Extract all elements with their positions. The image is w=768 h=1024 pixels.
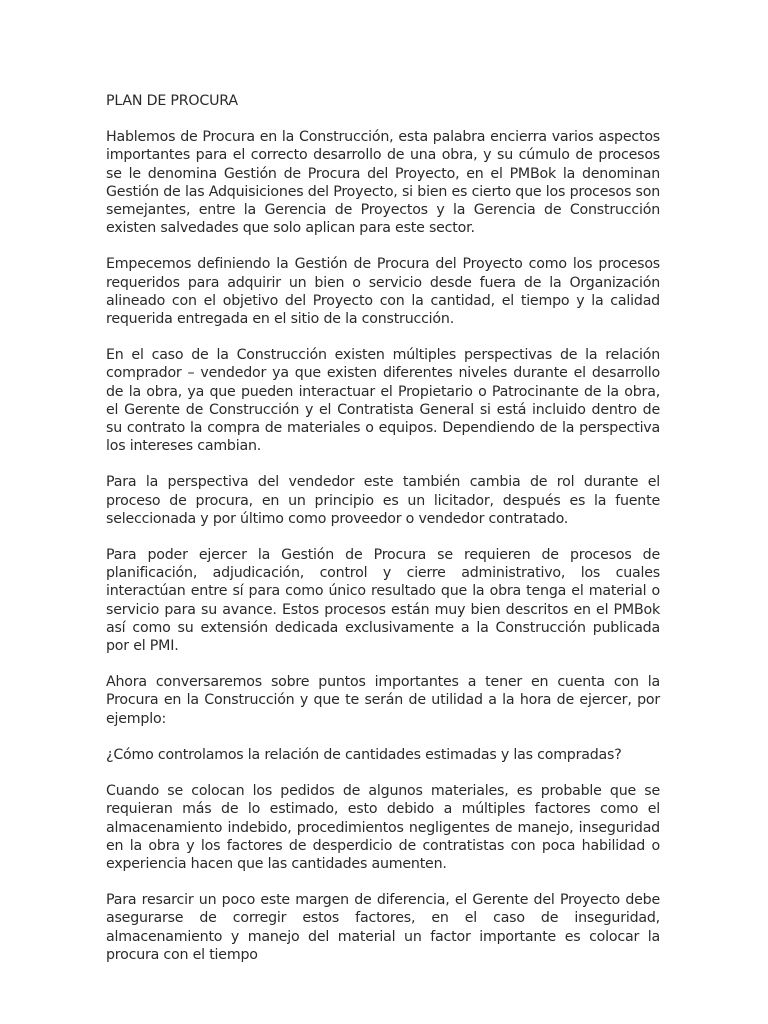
paragraph-9: Para resarcir un poco este margen de diferencia, el Gerente del Proyecto debe asegurarse de corregir estos factores, en el caso de inseguridad, almacenamiento y manejo del material un factor importante es colocar la procura con el tiempo <box>106 892 660 963</box>
paragraph-6: Ahora conversaremos sobre puntos importantes a tener en cuenta con la Procura en la Construcción y que te serán de utilidad a la hora de ejercer, por ejemplo: <box>106 674 660 727</box>
document-title: PLAN DE PROCURA <box>106 93 238 109</box>
paragraph-4: Para la perspectiva del vendedor este también cambia de rol durante el proceso de procura, en un principio es un licitador, después es la fuente seleccionada y por último como proveedor o vendedor contratado. <box>106 474 660 527</box>
paragraph-1: Hablemos de Procura en la Construcción, esta palabra encierra varios aspectos importantes para el correcto desarrollo de una obra, y su cúmulo de procesos se le denomina Gestión de Procura del Proyecto, en el PMBok la denominan Gestión de las Adquisiciones del Proyecto, si bien es cierto que los procesos son semejantes, entre la Gerencia de Proyectos y la Gerencia de Construcción existen salvedades que solo aplican para este sector. <box>106 129 660 237</box>
document-body <box>106 92 660 982</box>
paragraph-8: Cuando se colocan los pedidos de algunos materiales, es probable que se requieran más de lo estimado, esto debido a múltiples factores como el almacenamiento indebido, procedimientos negligentes de manejo, inseguridad en la obra y los factores de desperdicio de contratistas con poca habilidad o experiencia hacen que las cantidades aumenten. <box>106 783 660 872</box>
paragraph-5: Para poder ejercer la Gestión de Procura se requieren de procesos de planificación, adjudicación, control y cierre administrativo, los cuales interactúan entre sí para como único resultado que la obra tenga el material o servicio para su avance. Estos procesos están muy bien descritos en el PMBok así como su extensión dedicada exclusivamente a la Construcción publicada por el PMI. <box>106 547 660 655</box>
paragraph-7-question: ¿Cómo controlamos la relación de cantidades estimadas y las compradas? <box>106 746 622 763</box>
paragraph-3: En el caso de la Construcción existen múltiples perspectivas de la relación comprador – vendedor ya que existen diferentes niveles durante el desarrollo de la obra, ya que pueden interactuar el Propietario o Patrocinante de la obra, el Gerente de Construcción y el Contratista General si está incluido dentro de su contrato la compra de materiales o equipos. Dependiendo de la perspectiva los intereses cambian. <box>106 347 660 455</box>
paragraph-2: Empecemos definiendo la Gestión de Procura del Proyecto como los procesos requeridos para adquirir un bien o servicio desde fuera de la Organización alineado con el objetivo del Proyecto con la cantidad, el tiempo y la calidad requerida entregada en el sitio de la construcción. <box>106 256 660 328</box>
